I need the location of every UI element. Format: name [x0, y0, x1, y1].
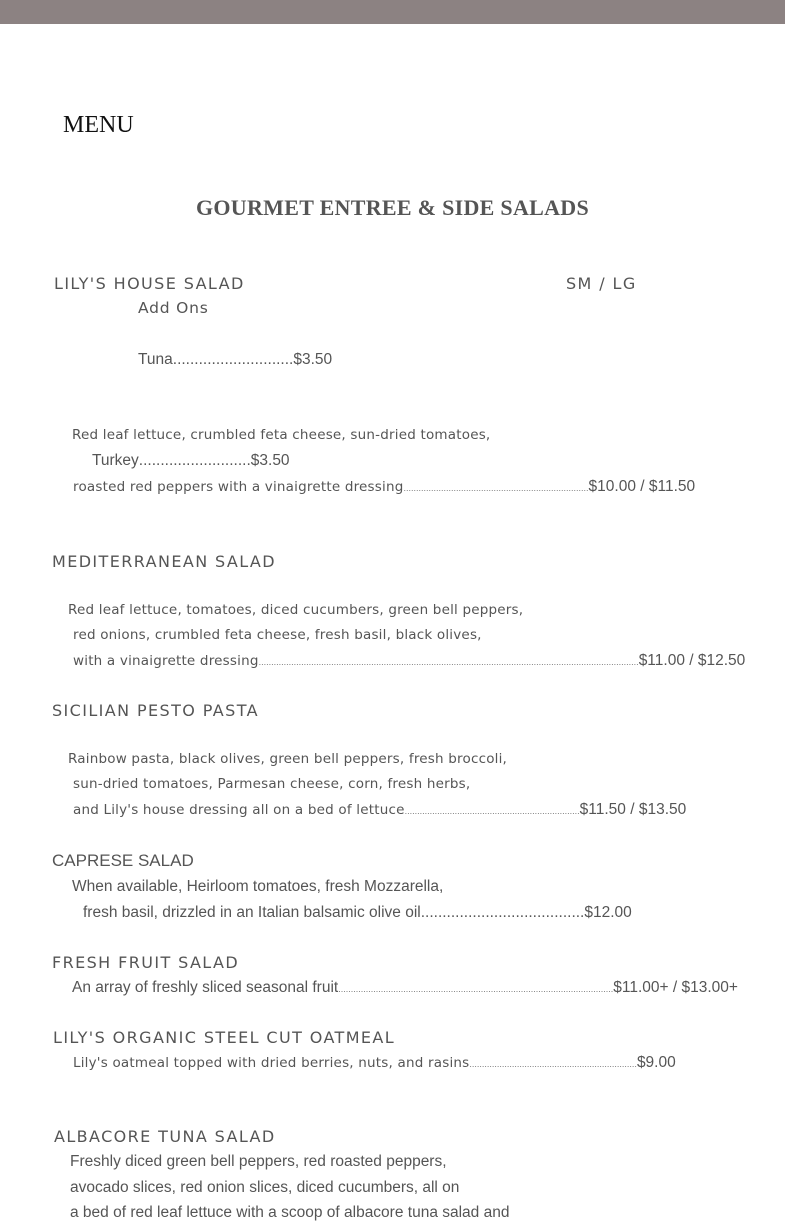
sicilian-desc-1: Rainbow pasta, black olives, green bell peppers, fresh broccoli, [68, 751, 508, 767]
addons-label: Add Ons [138, 299, 209, 317]
addon-tuna [138, 351, 332, 369]
caprese-dots: ...................................... [420, 904, 585, 921]
addon-turkey-price: $3.50 [250, 452, 290, 469]
lilys-house-dots: .......................................................................... [403, 483, 589, 493]
oatmeal-price: $9.00 [636, 1054, 676, 1071]
oatmeal-dots: ................................................................... [469, 1059, 637, 1069]
size-label: SM / LG [566, 274, 637, 293]
top-bar [0, 0, 785, 24]
fruit-price: $11.00+ / $13.00+ [613, 979, 738, 996]
addon-tuna-price: $3.50 [293, 351, 333, 368]
sicilian-desc-2: sun-dried tomatoes, Parmesan cheese, corn, fresh herbs, [73, 776, 471, 792]
fruit-dots: .............................................................................................................. [338, 984, 614, 994]
lilys-house-desc-1: Red leaf lettuce, crumbled feta cheese, sun-dried tomatoes, [72, 427, 491, 443]
oatmeal-desc: Lily's oatmeal topped with dried berries, nuts, and rasins [73, 1055, 470, 1071]
mediterranean-desc-2: red onions, crumbled feta cheese, fresh basil, black olives, [73, 627, 482, 643]
caprese-desc-1: When available, Heirloom tomatoes, fresh Mozzarella, [72, 878, 444, 895]
mediterranean-desc-1: Red leaf lettuce, tomatoes, diced cucumbers, green bell peppers, [68, 602, 524, 618]
albacore-desc-2: avocado slices, red onion slices, diced cucumbers, all on [70, 1179, 460, 1196]
addon-turkey [92, 452, 290, 470]
albacore-desc-1: Freshly diced green bell peppers, red roasted peppers, [70, 1153, 447, 1170]
sicilian-desc-3: and Lily's house dressing all on a bed of lettuce [73, 802, 405, 818]
sicilian-price-line [73, 801, 686, 819]
sicilian-price: $11.50 / $13.50 [579, 801, 687, 818]
sicilian-title: SICILIAN PESTO PASTA [52, 701, 259, 720]
albacore-title: ALBACORE TUNA SALAD [54, 1127, 276, 1146]
fruit-price-line [72, 979, 738, 997]
fruit-title: FRESH FRUIT SALAD [52, 953, 240, 972]
addon-tuna-dots: ............................ [172, 351, 294, 368]
oatmeal-price-line [73, 1054, 676, 1072]
lilys-house-salad-title: LILY'S HOUSE SALAD [54, 274, 245, 293]
fruit-desc: An array of freshly sliced seasonal fruit [72, 979, 339, 996]
mediterranean-price: $11.00 / $12.50 [638, 652, 746, 669]
mediterranean-price-line [73, 652, 745, 670]
menu-label: MENU [63, 112, 134, 138]
lilys-house-price-line [73, 478, 695, 496]
addon-turkey-name: Turkey [92, 452, 139, 469]
lilys-house-desc-2: roasted red peppers with a vinaigrette dressing [73, 479, 404, 495]
albacore-desc-3: a bed of red leaf lettuce with a scoop of albacore tuna salad and [70, 1204, 510, 1221]
caprese-price: $12.00 [584, 904, 632, 921]
caprese-desc-2: fresh basil, drizzled in an Italian balsamic olive oil [83, 904, 421, 921]
addon-turkey-dots: .......................... [138, 452, 251, 469]
mediterranean-title: MEDITERRANEAN SALAD [52, 552, 276, 571]
lilys-house-price: $10.00 / $11.50 [588, 478, 696, 495]
caprese-price-line [83, 904, 632, 922]
mediterranean-dots: ........................................................................................................................................................ [258, 657, 639, 667]
addon-tuna-name: Tuna [138, 351, 173, 368]
caprese-title: CAPRESE SALAD [52, 851, 194, 870]
mediterranean-desc-3: with a vinaigrette dressing [73, 653, 259, 669]
oatmeal-title: LILY'S ORGANIC STEEL CUT OATMEAL [53, 1028, 396, 1047]
sicilian-dots: ...................................................................... [404, 806, 580, 816]
section-title: GOURMET ENTREE & SIDE SALADS [195, 195, 590, 220]
